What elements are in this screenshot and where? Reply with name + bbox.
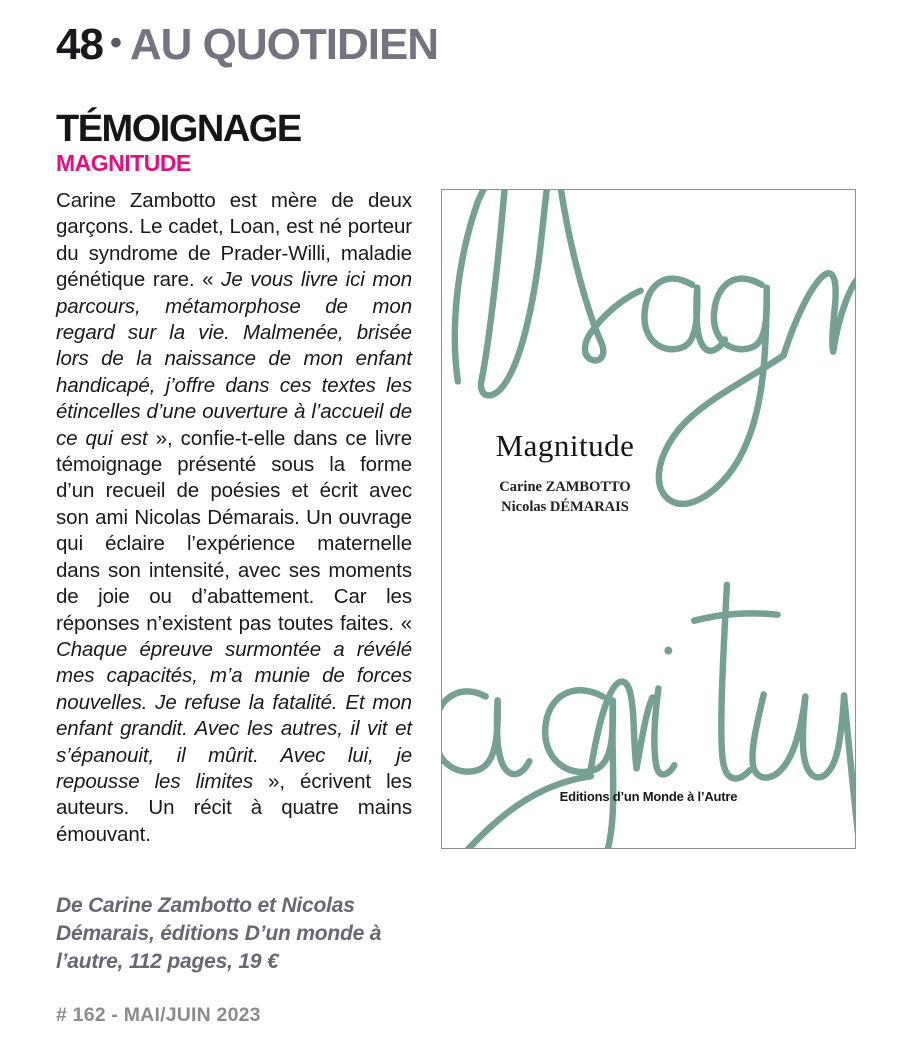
body-segment: Carine Zambotto est mère de deux garçons. Le cadet, Loan, est né porteur du syndrome de Prader-Willi, maladie génétique rare. « [56, 189, 412, 292]
page-footer-issue: # 162 - MAI/JUIN 2023 [56, 1004, 261, 1026]
book-authors [442, 477, 688, 517]
body-segment-quote: Je vous livre ici mon parcours, métamorphose de mon regard sur la vie. Malmenée, brisée lors de la naissance de mon enfant handicapé, j’offre dans ces textes les étincelles d’une ouverture à l’accueil de ce qui est [56, 268, 412, 450]
body-segment: », écrivent les auteurs. Un récit à quatre mains émouvant. [56, 769, 412, 846]
book-publisher: Editions d’un Monde à l’Autre [559, 789, 738, 804]
book-author-2: Nicolas DÉMARAIS [501, 499, 629, 515]
page-number: 48 [56, 20, 103, 69]
book-title: Magnitude [495, 428, 635, 463]
article-credit: De Carine Zambotto et Nicolas Démarais, éditions D’un monde à l’autre, 112 pages, 19 € [56, 894, 382, 973]
page-header [56, 20, 438, 70]
article-title: MAGNITUDE [56, 150, 191, 176]
article-body [56, 188, 412, 848]
body-segment-quote: Chaque épreuve surmontée a révélé mes capacités, m’a munie de forces nouvelles. Je refuse la fatalité. Et mon enfant grandit. Avec les autres, il vit et s’épanouit, il mûrit. Avec lui, je repousse les limites [56, 637, 412, 793]
script-lettering-decoration [442, 190, 855, 848]
article-kicker: TÉMOIGNAGE [56, 108, 301, 150]
article [56, 110, 412, 848]
section-title: AU QUOTIDIEN [129, 20, 439, 69]
header-bullet: • [109, 24, 121, 62]
book-author-1: Carine ZAMBOTTO [499, 479, 631, 495]
book-cover [441, 189, 856, 849]
body-segment: », confie-t-elle dans ce livre témoignage présenté sous la forme d’un recueil de poésies et écrit avec son ami Nicolas Démarais. Un ouvrage qui éclaire l’expérience maternelle dans son intensité, avec ses moments de joie ou d’abattement. Car les réponses n’existent pas toutes faites. « [56, 426, 412, 635]
